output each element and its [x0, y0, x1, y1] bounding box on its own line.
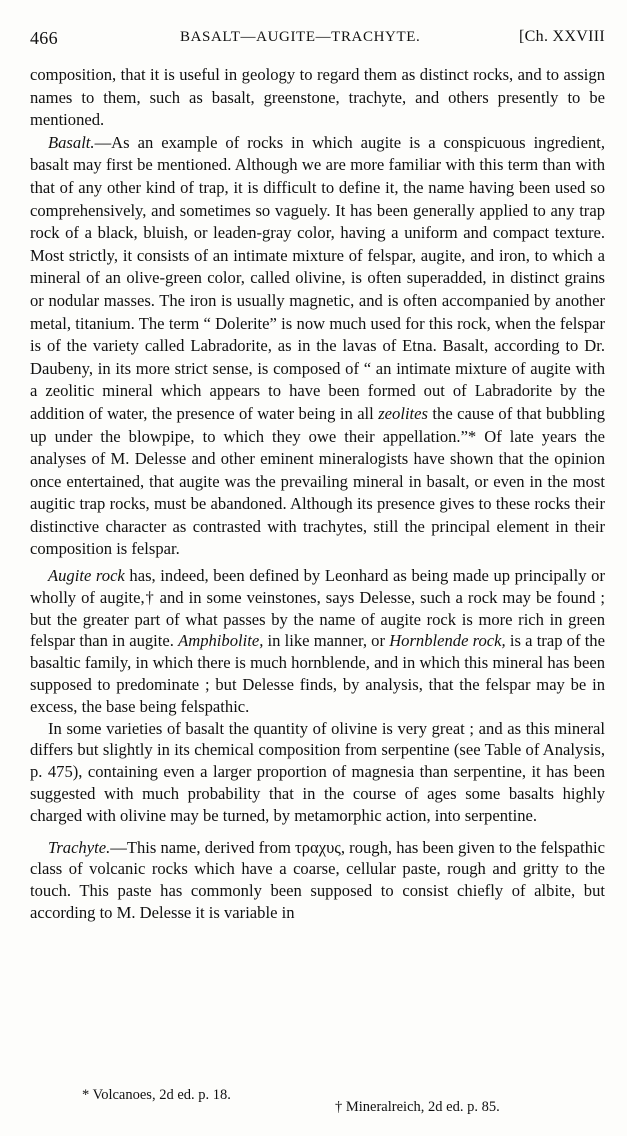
footnote-volcanoes: * Volcanoes, 2d ed. p. 18. — [82, 1087, 231, 1103]
paragraph-augite-rock — [30, 565, 605, 718]
hornblende-term: Hornblende rock, — [389, 631, 506, 651]
paragraph-continuation: composition, that it is useful in geology to regard them as distinct rocks, and to assign names to them, such as basalt, greenstone, trachyte, and others presently to be mentioned. — [30, 65, 605, 130]
augite-rock-heading: Augite rock — [48, 566, 125, 586]
basalt-text: —As an example of rocks in which augite is a conspicuous ingredient, basalt may first be mentioned. Although we are more familiar with this term than with that of any other kind of trap, it is difficult to define it, the name having been used so comprehensively, and sometimes so vaguely. It has been generally applied to any trap rock of a black, bluish, or leaden-gray color, having a uniform and compact texture. Most strictly, it consists of an intimate mixture of felspar, augite, and iron, to which a mineral of an olive-green color, called olivine, is often superadded, in distinct grains or nodular masses. The iron is usually magnetic, and is often accompanied by another metal, titanium. The term “ Dolerite” is now much used for this rock, when the felspar is of the variety called Labradorite, as in the lavas of Etna. Basalt, according to Dr. Daubeny, in its more strict sense, is composed of “ an intimate mixture of augite with a zeolitic mineral which appears to have been formed out of Labradorite by the addition of water, the presence of water being in all — [30, 132, 605, 423]
footnote-mineralreich: † Mineralreich, 2d ed. p. 85. — [335, 1099, 500, 1115]
basalt-text-continued: the cause of that bubbling up under the blowpipe, to which they owe their appellation.”* Of late years the analyses of M. Delesse and other eminent mineralogists have shown that the opinion once entertained, that augite was the prevailing mineral in basalt, or even in the most augitic trap rocks, must be abandoned. Although its presence gives to these rocks their distinctive character as contrasted with trachytes, still the principal element in their composition is felspar. — [30, 403, 605, 559]
paragraph-olivine: In some varieties of basalt the quantity of olivine is very great ; and as this mineral differs but slightly in its chemical composition from serpentine (see Table of Analysis, p. 475), containing even a larger proportion of magnesia than serpentine, it has been suggested with much probability that in the course of ages some basalts highly charged with olivine may be turned, by metamorphic action, into serpentine. — [30, 718, 605, 825]
paragraph-trachyte — [30, 837, 605, 924]
running-title: BASALT—AUGITE—TRACHYTE. — [180, 29, 421, 45]
paragraph-basalt — [30, 132, 605, 561]
body-text — [30, 64, 605, 924]
basalt-heading: Basalt. — [48, 132, 95, 152]
trachyte-heading: Trachyte. — [48, 837, 111, 857]
footnotes — [30, 1087, 605, 1127]
augite-rock-text: has, indeed, been defined by Leonhard as being made up principally or wholly of augite,† and in some veinstones, says Delesse, such a rock may be found ; but the greater part of what passes by the name of augite rock is more rich in green felspar than in augite. — [30, 566, 606, 651]
page-header — [30, 28, 605, 54]
augite-rock-text-2: in like manner, or — [263, 631, 390, 651]
zeolites-term: zeolites — [378, 403, 428, 423]
augite-rock-text-3: is a trap of the basaltic family, in which there is much hornblende, and in which this mineral has been supposed to predominate ; but Delesse finds, by analysis, that the felspar may be in excess, the base being felspathic. — [30, 631, 605, 716]
trachyte-text: —This name, derived from τραχυς, rough, has been given to the felspathic class of volcanic rocks which have a coarse, cellular paste, rough and gritty to the touch. This paste has commonly been supposed to consist chiefly of albite, but according to M. Delesse it is variable in — [30, 837, 605, 923]
page-number: 466 — [30, 28, 58, 48]
amphibolite-term: Amphibolite, — [178, 631, 264, 651]
chapter-reference: [Ch. XXVIII — [519, 28, 605, 45]
